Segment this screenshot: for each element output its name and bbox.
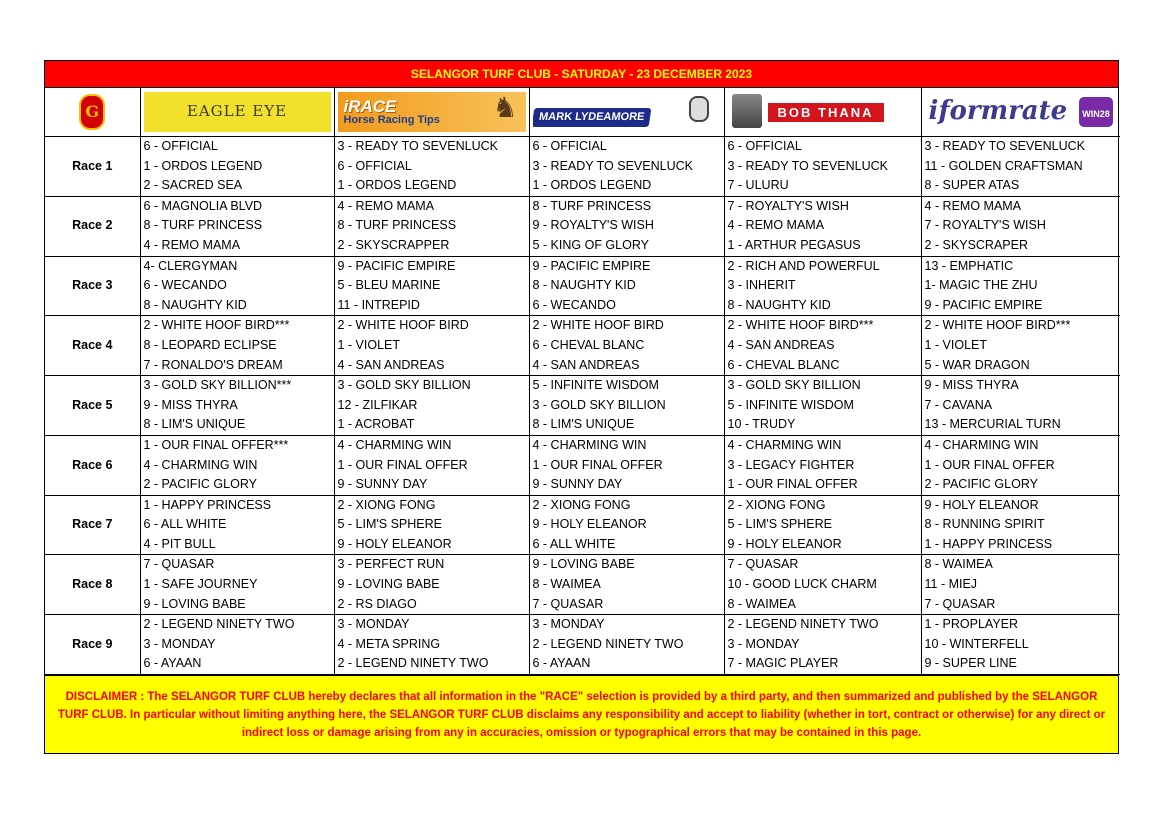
tip-cell: 4 - CHARMING WIN xyxy=(724,435,921,455)
tip-cell: 6 - WECANDO xyxy=(529,296,724,316)
tip-cell: 9 - HOLY ELEANOR xyxy=(334,535,529,555)
tip-cell: 1 - HAPPY PRINCESS xyxy=(921,535,1120,555)
tip-cell: 3 - READY TO SEVENLUCK xyxy=(921,137,1120,157)
race-row xyxy=(45,336,1120,356)
mark-lydeamore-logo xyxy=(533,92,721,132)
mark-lydeamore-logo-cell xyxy=(529,88,724,137)
tip-cell: 6 - ALL WHITE xyxy=(529,535,724,555)
tip-cell: 9 - MISS THYRA xyxy=(140,396,334,416)
tip-cell: 9 - HOLY ELEANOR xyxy=(724,535,921,555)
microphone-icon xyxy=(689,96,709,122)
tip-cell: 6 - AYAAN xyxy=(529,654,724,674)
bob-thana-logo-text: BOB THANA xyxy=(768,103,884,122)
race-label: Race 2 xyxy=(45,196,140,256)
tip-cell: 2 - LEGEND NINETY TWO xyxy=(140,615,334,635)
tip-cell: 2 - SKYSCRAPER xyxy=(921,236,1120,256)
tip-cell: 2 - RICH AND POWERFUL xyxy=(724,256,921,276)
tip-cell: 2 - WHITE HOOF BIRD*** xyxy=(140,316,334,336)
tip-cell: 9 - HOLY ELEANOR xyxy=(529,515,724,535)
irace-logo-title: iRACE xyxy=(343,96,397,116)
race-row xyxy=(45,216,1120,236)
tip-cell: 6 - ALL WHITE xyxy=(140,515,334,535)
tip-cell: 1 - ACROBAT xyxy=(334,415,529,435)
tip-cell: 3 - LEGACY FIGHTER xyxy=(724,456,921,476)
race-row xyxy=(45,555,1120,575)
tip-cell: 7 - QUASAR xyxy=(140,555,334,575)
microphone-icon xyxy=(732,94,762,128)
race-row xyxy=(45,456,1120,476)
tip-cell: 2 - WHITE HOOF BIRD*** xyxy=(921,316,1120,336)
stc-logo-icon: G xyxy=(79,94,105,130)
tip-cell: 11 - MIEJ xyxy=(921,575,1120,595)
tip-cell: 2 - WHITE HOOF BIRD*** xyxy=(724,316,921,336)
tip-cell: 4 - CHARMING WIN xyxy=(140,456,334,476)
eagle-eye-logo: EAGLE EYE xyxy=(144,92,331,132)
tip-cell: 7 - RONALDO'S DREAM xyxy=(140,356,334,376)
logo-row xyxy=(45,88,1120,137)
tip-cell: 1 - OUR FINAL OFFER*** xyxy=(140,435,334,455)
race-row xyxy=(45,296,1120,316)
tip-cell: 2 - LEGEND NINETY TWO xyxy=(529,635,724,655)
tip-cell: 6 - OFFICIAL xyxy=(334,157,529,177)
tip-cell: 9 - LOVING BABE xyxy=(334,575,529,595)
tip-cell: 1 - OUR FINAL OFFER xyxy=(921,456,1120,476)
tip-cell: 11 - GOLDEN CRAFTSMAN xyxy=(921,157,1120,177)
tip-cell: 4 - CHARMING WIN xyxy=(529,435,724,455)
race-row xyxy=(45,535,1120,555)
race-row xyxy=(45,575,1120,595)
race-row xyxy=(45,276,1120,296)
tip-cell: 9 - SUNNY DAY xyxy=(529,475,724,495)
tip-cell: 8 - TURF PRINCESS xyxy=(529,196,724,216)
tip-cell: 6 - CHEVAL BLANC xyxy=(529,336,724,356)
tip-cell: 8 - TURF PRINCESS xyxy=(140,216,334,236)
tip-cell: 8 - TURF PRINCESS xyxy=(334,216,529,236)
tip-cell: 1 - VIOLET xyxy=(921,336,1120,356)
tip-cell: 1 - ORDOS LEGEND xyxy=(334,176,529,196)
tip-cell: 9 - SUNNY DAY xyxy=(334,475,529,495)
tip-cell: 9 - PACIFIC EMPIRE xyxy=(529,256,724,276)
tip-cell: 4 - SAN ANDREAS xyxy=(724,336,921,356)
eagle-eye-logo-cell xyxy=(140,88,334,137)
race-label: Race 3 xyxy=(45,256,140,316)
tip-cell: 7 - ROYALTY'S WISH xyxy=(921,216,1120,236)
race-label: Race 5 xyxy=(45,376,140,436)
tip-cell: 2 - WHITE HOOF BIRD xyxy=(529,316,724,336)
tip-cell: 2 - XIONG FONG xyxy=(529,495,724,515)
race-row xyxy=(45,176,1120,196)
tip-cell: 1 - HAPPY PRINCESS xyxy=(140,495,334,515)
win28-logo: WIN28 xyxy=(1079,97,1113,127)
tip-cell: 4 - META SPRING xyxy=(334,635,529,655)
tip-cell: 8 - NAUGHTY KID xyxy=(140,296,334,316)
tip-cell: 6 - AYAAN xyxy=(140,654,334,674)
tip-cell: 3 - READY TO SEVENLUCK xyxy=(529,157,724,177)
tip-cell: 7 - QUASAR xyxy=(724,555,921,575)
tip-cell: 11 - INTREPID xyxy=(334,296,529,316)
tip-cell: 7 - CAVANA xyxy=(921,396,1120,416)
tip-cell: 4 - REMO MAMA xyxy=(724,216,921,236)
tip-cell: 1 - SAFE JOURNEY xyxy=(140,575,334,595)
bob-thana-logo xyxy=(728,92,918,132)
tip-cell: 2 - XIONG FONG xyxy=(334,495,529,515)
tip-cell: 5 - WAR DRAGON xyxy=(921,356,1120,376)
race-row xyxy=(45,236,1120,256)
tip-cell: 9 - MISS THYRA xyxy=(921,376,1120,396)
tip-cell: 3 - MONDAY xyxy=(140,635,334,655)
tip-cell: 9 - HOLY ELEANOR xyxy=(921,495,1120,515)
tip-cell: 10 - TRUDY xyxy=(724,415,921,435)
tip-cell: 1 - OUR FINAL OFFER xyxy=(334,456,529,476)
race-row xyxy=(45,475,1120,495)
race-row xyxy=(45,256,1120,276)
tip-cell: 6 - OFFICIAL xyxy=(529,137,724,157)
tip-cell: 9 - PACIFIC EMPIRE xyxy=(921,296,1120,316)
tip-cell: 7 - QUASAR xyxy=(529,595,724,615)
tip-cell: 4 - PIT BULL xyxy=(140,535,334,555)
tip-cell: 5 - BLEU MARINE xyxy=(334,276,529,296)
tip-cell: 2 - LEGEND NINETY TWO xyxy=(724,615,921,635)
tip-cell: 7 - ROYALTY'S WISH xyxy=(724,196,921,216)
horse-icon: ♞ xyxy=(492,92,518,123)
race-label: Race 4 xyxy=(45,316,140,376)
tip-cell: 3 - MONDAY xyxy=(334,615,529,635)
tip-cell: 6 - MAGNOLIA BLVD xyxy=(140,196,334,216)
tip-cell: 5 - INFINITE WISDOM xyxy=(529,376,724,396)
tip-cell: 3 - GOLD SKY BILLION xyxy=(529,396,724,416)
tip-cell: 4 - CHARMING WIN xyxy=(334,435,529,455)
race-label: Race 9 xyxy=(45,615,140,675)
tip-cell: 2 - WHITE HOOF BIRD xyxy=(334,316,529,336)
mark-lydeamore-logo-text: MARK LYDEAMORE xyxy=(533,108,652,127)
tip-cell: 5 - LIM'S SPHERE xyxy=(334,515,529,535)
tip-cell: 1 - VIOLET xyxy=(334,336,529,356)
tip-cell: 3 - MONDAY xyxy=(529,615,724,635)
tip-cell: 1 - ARTHUR PEGASUS xyxy=(724,236,921,256)
tip-cell: 7 - QUASAR xyxy=(921,595,1120,615)
tip-cell: 8 - RUNNING SPIRIT xyxy=(921,515,1120,535)
tip-cell: 2 - PACIFIC GLORY xyxy=(140,475,334,495)
tip-cell: 1 - OUR FINAL OFFER xyxy=(724,475,921,495)
tip-cell: 1- MAGIC THE ZHU xyxy=(921,276,1120,296)
tip-cell: 3 - GOLD SKY BILLION*** xyxy=(140,376,334,396)
tip-cell: 4 - REMO MAMA xyxy=(334,196,529,216)
tip-cell: 8 - NAUGHTY KID xyxy=(724,296,921,316)
tip-cell: 4 - REMO MAMA xyxy=(921,196,1120,216)
tip-cell: 1 - PROPLAYER xyxy=(921,615,1120,635)
tip-cell: 8 - SUPER ATAS xyxy=(921,176,1120,196)
iformrate-logo-text: iformrate xyxy=(928,96,1068,127)
tip-cell: 3 - MONDAY xyxy=(724,635,921,655)
tip-cell: 3 - PERFECT RUN xyxy=(334,555,529,575)
tip-cell: 9 - PACIFIC EMPIRE xyxy=(334,256,529,276)
tip-cell: 3 - GOLD SKY BILLION xyxy=(724,376,921,396)
race-row xyxy=(45,495,1120,515)
tip-cell: 13 - MERCURIAL TURN xyxy=(921,415,1120,435)
tip-cell: 2 - SACRED SEA xyxy=(140,176,334,196)
tip-cell: 8 - WAIMEA xyxy=(529,575,724,595)
tip-cell: 3 - READY TO SEVENLUCK xyxy=(334,137,529,157)
race-row xyxy=(45,196,1120,216)
tip-cell: 8 - LEOPARD ECLIPSE xyxy=(140,336,334,356)
race-label: Race 8 xyxy=(45,555,140,615)
bob-thana-logo-cell xyxy=(724,88,921,137)
tip-cell: 6 - OFFICIAL xyxy=(724,137,921,157)
tip-cell: 10 - GOOD LUCK CHARM xyxy=(724,575,921,595)
tip-cell: 8 - NAUGHTY KID xyxy=(529,276,724,296)
race-row xyxy=(45,635,1120,655)
race-label: Race 7 xyxy=(45,495,140,555)
tip-cell: 9 - LOVING BABE xyxy=(140,595,334,615)
tip-cell: 3 - READY TO SEVENLUCK xyxy=(724,157,921,177)
race-row xyxy=(45,396,1120,416)
irace-logo xyxy=(338,92,526,132)
tip-cell: 9 - ROYALTY'S WISH xyxy=(529,216,724,236)
race-row xyxy=(45,515,1120,535)
tip-cell: 9 - SUPER LINE xyxy=(921,654,1120,674)
tip-cell: 4 - SAN ANDREAS xyxy=(529,356,724,376)
tip-cell: 8 - LIM'S UNIQUE xyxy=(529,415,724,435)
race-row xyxy=(45,595,1120,615)
tip-cell: 2 - PACIFIC GLORY xyxy=(921,475,1120,495)
race-row xyxy=(45,316,1120,336)
tip-cell: 12 - ZILFIKAR xyxy=(334,396,529,416)
stc-logo-cell xyxy=(45,88,140,137)
tip-cell: 2 - SKYSCRAPPER xyxy=(334,236,529,256)
tips-table xyxy=(45,88,1120,675)
tip-cell: 7 - MAGIC PLAYER xyxy=(724,654,921,674)
tip-cell: 1 - ORDOS LEGEND xyxy=(140,157,334,177)
tip-cell: 13 - EMPHATIC xyxy=(921,256,1120,276)
tip-cell: 5 - KING OF GLORY xyxy=(529,236,724,256)
tip-cell: 4 - CHARMING WIN xyxy=(921,435,1120,455)
race-row xyxy=(45,137,1120,157)
tip-cell: 5 - LIM'S SPHERE xyxy=(724,515,921,535)
tip-cell: 3 - GOLD SKY BILLION xyxy=(334,376,529,396)
race-row xyxy=(45,615,1120,635)
tip-cell: 1 - OUR FINAL OFFER xyxy=(529,456,724,476)
race-tips-sheet xyxy=(44,60,1119,754)
tip-cell: 8 - WAIMEA xyxy=(921,555,1120,575)
irace-logo-subtitle: Horse Racing Tips xyxy=(343,113,440,126)
race-row xyxy=(45,415,1120,435)
tip-cell: 6 - WECANDO xyxy=(140,276,334,296)
race-row xyxy=(45,157,1120,177)
tip-cell: 8 - LIM'S UNIQUE xyxy=(140,415,334,435)
race-row xyxy=(45,376,1120,396)
iformrate-logo-cell xyxy=(921,88,1120,137)
tip-cell: 3 - INHERIT xyxy=(724,276,921,296)
tip-cell: 8 - WAIMEA xyxy=(724,595,921,615)
tip-cell: 4- CLERGYMAN xyxy=(140,256,334,276)
tip-cell: 2 - XIONG FONG xyxy=(724,495,921,515)
race-label: Race 6 xyxy=(45,435,140,495)
tip-cell: 2 - LEGEND NINETY TWO xyxy=(334,654,529,674)
race-row xyxy=(45,356,1120,376)
race-row xyxy=(45,654,1120,674)
disclaimer: DISCLAIMER : The SELANGOR TURF CLUB hereby declares that all information in the "RACE" selection is provided by a third party, and then summarized and published by the SELANGOR TURF CLUB. In particular without limiting anything here, the SELANGOR TURF CLUB disclaims any responsibility and accept to liability (whether in tort, contract or otherwise) for any direct or indirect loss or damage arising from any in accuracies, omission or typographical errors that may be contained in this page. xyxy=(45,675,1118,753)
tip-cell: 7 - ULURU xyxy=(724,176,921,196)
tip-cell: 9 - LOVING BABE xyxy=(529,555,724,575)
race-row xyxy=(45,435,1120,455)
tip-cell: 2 - RS DIAGO xyxy=(334,595,529,615)
race-label: Race 1 xyxy=(45,137,140,197)
irace-logo-cell xyxy=(334,88,529,137)
tip-cell: 5 - INFINITE WISDOM xyxy=(724,396,921,416)
tip-cell: 4 - REMO MAMA xyxy=(140,236,334,256)
tip-cell: 10 - WINTERFELL xyxy=(921,635,1120,655)
tip-cell: 6 - CHEVAL BLANC xyxy=(724,356,921,376)
tip-cell: 6 - OFFICIAL xyxy=(140,137,334,157)
tip-cell: 1 - ORDOS LEGEND xyxy=(529,176,724,196)
tip-cell: 4 - SAN ANDREAS xyxy=(334,356,529,376)
page-title: SELANGOR TURF CLUB - SATURDAY - 23 DECEMBER 2023 xyxy=(45,61,1118,88)
iformrate-logo xyxy=(925,92,1118,132)
